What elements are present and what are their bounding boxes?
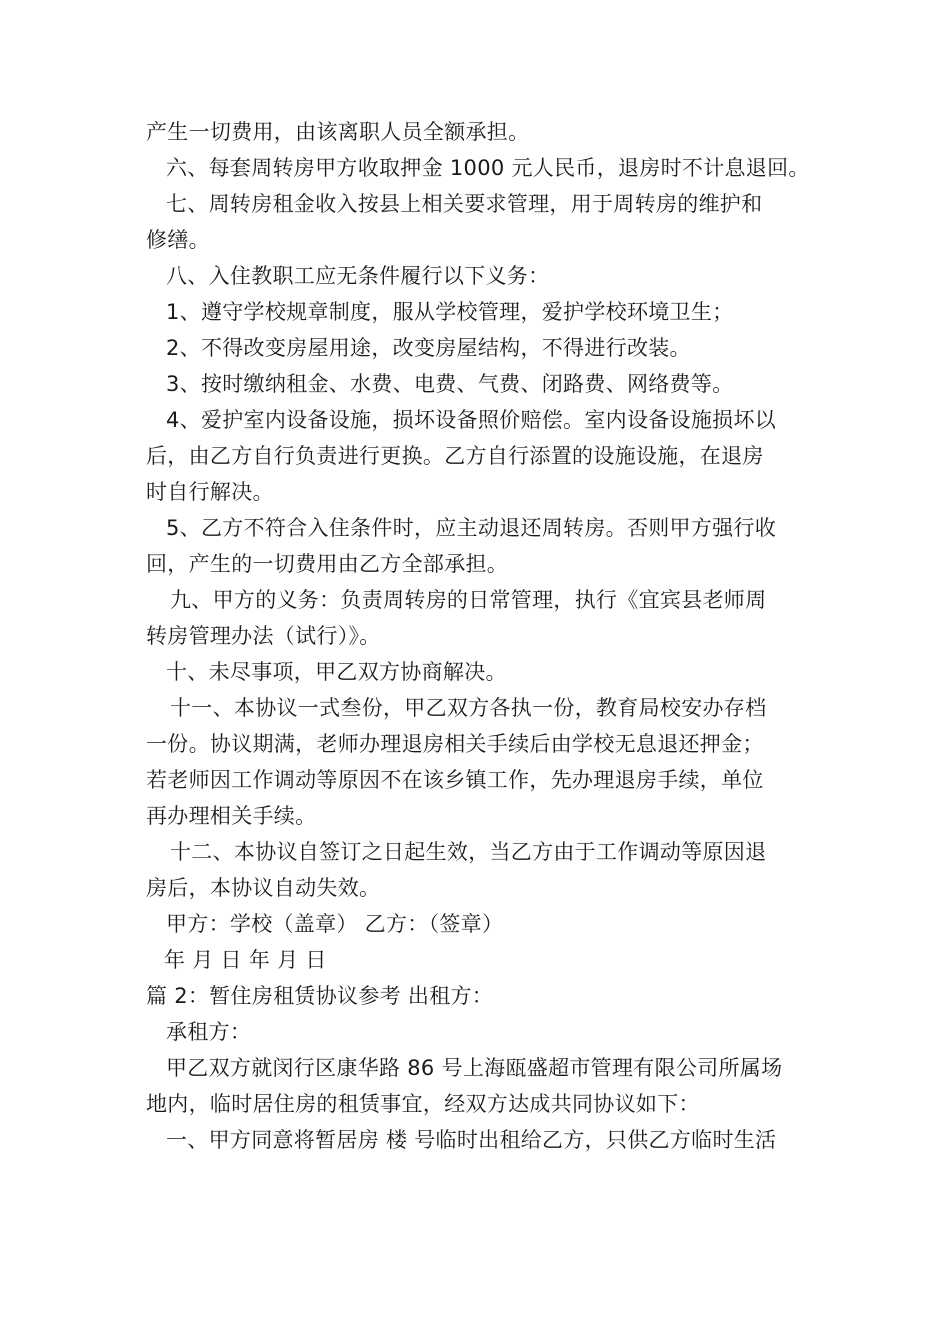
text-line: 地内，临时居住房的租赁事宜，经双方达成共同协议如下： (146, 1092, 700, 1116)
text-line: 九、甲方的义务：负责周转房的日常管理，执行《宜宾县老师周 (170, 588, 767, 612)
text-line: 六、每套周转房甲方收取押金 1000 元人民币，退房时不计息退回。 (166, 156, 810, 180)
document-body (146, 114, 816, 1158)
date-line: 年 月 日 年 月 日 (164, 948, 327, 972)
text-line: 2、不得改变房屋用途，改变房屋结构，不得进行改装。 (166, 336, 691, 360)
text-line: 七、周转房租金收入按县上相关要求管理，用于周转房的维护和 (166, 192, 763, 216)
text-line: 十一、本协议一式叁份，甲乙双方各执一份，教育局校安办存档 (170, 696, 767, 720)
text-line: 4、爱护室内设备设施，损坏设备照价赔偿。室内设备设施损坏以 (166, 408, 777, 432)
text-line: 一份。协议期满，老师办理退房相关手续后由学校无息退还押金； (146, 732, 764, 756)
text-line: 回，产生的一切费用由乙方全部承担。 (146, 552, 509, 576)
text-line: 十、未尽事项，甲乙双方协商解决。 (166, 660, 507, 684)
text-line: 再办理相关手续。 (146, 804, 317, 828)
text-line: 八、入住教职工应无条件履行以下义务： (166, 264, 550, 288)
text-line: 若老师因工作调动等原因不在该乡镇工作，先办理退房手续，单位 (146, 768, 764, 792)
text-line: 十二、本协议自签订之日起生效，当乙方由于工作调动等原因退 (170, 840, 767, 864)
signature-line: 甲方：学校（盖章） 乙方：（签章） (166, 912, 504, 936)
text-line: 5、乙方不符合入住条件时，应主动退还周转房。否则甲方强行收 (166, 516, 777, 540)
text-line: 转房管理办法（试行）》。 (146, 624, 381, 648)
section-heading: 篇 2：暂住房租赁协议参考 出租方： (146, 984, 494, 1008)
text-line: 时自行解决。 (146, 480, 274, 504)
text-line: 3、按时缴纳租金、水费、电费、气费、闭路费、网络费等。 (166, 372, 734, 396)
text-line: 甲乙双方就闵行区康华路 86 号上海瓯盛超市管理有限公司所属场 (166, 1056, 783, 1080)
text-line: 修缮。 (146, 228, 210, 252)
text-line: 1、遵守学校规章制度，服从学校管理，爱护学校环境卫生； (166, 300, 734, 324)
text-line: 后，由乙方自行负责进行更换。乙方自行添置的设施设施，在退房 (146, 444, 764, 468)
text-line: 房后，本协议自动失效。 (146, 876, 381, 900)
text-line: 一、甲方同意将暂居房 楼 号临时出租给乙方，只供乙方临时生活 (166, 1128, 777, 1152)
text-line: 产生一切费用，由该离职人员全额承担。 (146, 120, 530, 144)
text-line: 承租方： (166, 1020, 252, 1044)
